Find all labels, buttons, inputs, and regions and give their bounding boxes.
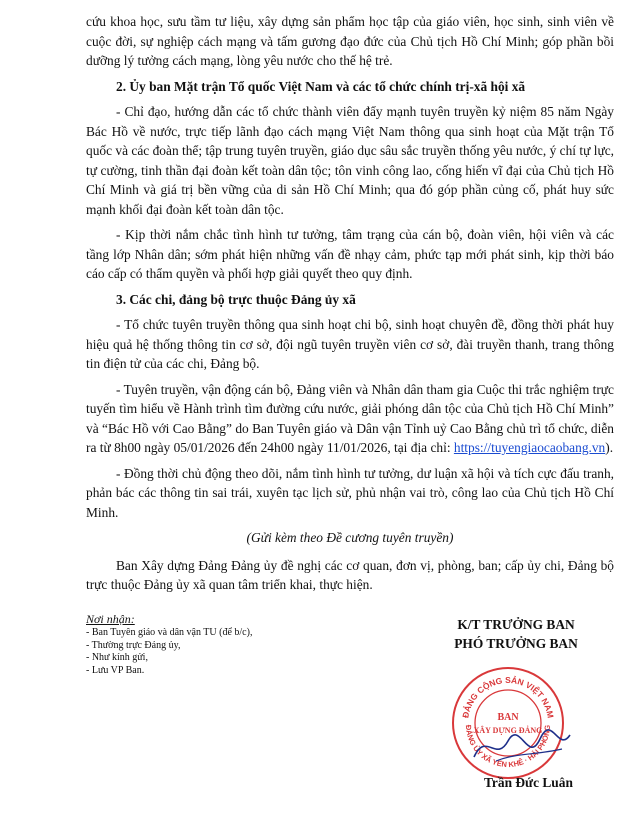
- closing-paragraph: Ban Xây dựng Đảng Đảng ủy đề nghị các cơ quan, đơn vị, phòng, ban; cấp ủy chi, Đảng bộ trực thuộc Đảng ủy xã quan tâm triển khai, thực hiện.: [86, 557, 614, 592]
- seal-center-bottom: XÂY DỰNG ĐẢNG: [473, 725, 543, 735]
- signature-title-2: PHÓ TRƯỞNG BAN: [454, 636, 578, 651]
- paragraph-3b: [86, 380, 614, 458]
- paragraph-3b-text: - Tuyên truyền, vận động cán bộ, Đảng viên và Nhân dân tham gia Cuộc thi trắc nghiệm trực tuyến tìm hiểu về Hành trình tìm đường cứu nước, giải phóng dân tộc của Chủ tịch Hồ Chí Minh” và “Bác Hồ với Cao Bằng” do Ban Tuyên giáo và Dân vận Tỉnh uỷ Cao Bằng chủ trì tổ chức, diễn ra từ 8h00 ngày 05/01/2026 đến 24h00 ngày 11/01/2026, tại địa chỉ:: [86, 381, 614, 455]
- signer-name: Trần Đức Luân: [484, 774, 573, 790]
- recipient-item: - Ban Tuyên giáo và dân vận TU (để b/c),: [86, 627, 253, 638]
- seal-ring-text-bottom: ĐẢNG ỦY XÃ YÊN KHÊ · HẢI PHÒNG: [463, 724, 553, 769]
- recipients-title: Nơi nhận:: [86, 611, 135, 626]
- signature-block: [416, 615, 616, 654]
- recipient-item: - Như kính gửi,: [86, 652, 148, 663]
- paragraph-2a: - Chỉ đạo, hướng dẫn các tổ chức thành viên đẩy mạnh tuyên truyền kỷ niệm 85 năm Ngày Bác Hồ về nước, trực tiếp lãnh đạo cách mạng Việt Nam thông qua sinh hoạt của Mặt trận Tổ quốc và các đoàn thể; tập trung tuyên truyền, giáo dục sâu sắc truyền thống yêu nước, ý chí tự lực, tự cường, tinh thần đại đoàn kết toàn dân tộc; tôn vinh công lao, cống hiến vĩ đại của Chủ tịch Hồ Chí Minh và giá trị bền vững của di sản Hồ Chí Minh; qua đó góp phần củng cố, phát huy sức mạnh khối đại đoàn kết toàn dân tộc.: [86, 104, 614, 217]
- section-heading-3: 3. Các chi, đảng bộ trực thuộc Đảng ủy xã: [116, 291, 356, 307]
- footer-block: [86, 613, 614, 813]
- paragraph-intro: cứu khoa học, sưu tầm tư liệu, xây dựng sản phẩm học tập của giáo viên, học sinh, sinh viên về cuộc đời, sự nghiệp cách mạng và tấm gương đạo đức của Chủ tịch Hồ Chí Minh; góp phần bồi dưỡng lý tưởng cách mạng, lòng yêu nước cho thế hệ trẻ.: [86, 14, 614, 68]
- signature-title-1: K/T TRƯỞNG BAN: [457, 616, 575, 632]
- contest-link[interactable]: https://tuyengiaocaobang.vn: [453, 440, 606, 455]
- seal-ring-text: ĐẢNG CỘNG SẢN VIỆT NAM: [460, 674, 556, 719]
- paragraph-3c: - Đồng thời chủ động theo dõi, nắm tình hình tư tưởng, dư luận xã hội và tích cực đấu tranh, phản bác các thông tin sai trái, xuyên tạc lịch sử, phủ nhận vai trò, công lao của Chủ tịch Hồ Chí Minh.: [86, 465, 614, 520]
- seal-center-top: BAN: [497, 711, 519, 723]
- section-heading-2: 2. Ủy ban Mặt trận Tổ quốc Việt Nam và các tổ chức chính trị-xã hội xã: [116, 78, 526, 94]
- paragraph-3b-end: ).: [605, 440, 614, 455]
- paragraph-3a: - Tổ chức tuyên truyền thông qua sinh hoạt chi bộ, sinh hoạt chuyên đề, đồng thời phát huy hiệu quả hệ thống thông tin cơ sở, đội ngũ tuyên truyền viên cơ sở, đài truyền thanh, trang thông tin điện tử của các chi, Đảng bộ.: [86, 317, 614, 371]
- paragraph-2b: - Kịp thời nắm chắc tình hình tư tưởng, tâm trạng của cán bộ, đoàn viên, hội viên và các tầng lớp Nhân dân; sớm phát hiện những vấn đề nhạy cảm, phức tạp mới phát sinh, kịp thời báo cáo cấp có thẩm quyền và phối hợp giải quyết theo quy định.: [86, 227, 614, 281]
- handwritten-signature-icon: [463, 723, 576, 773]
- recipient-item: - Lưu VP Ban.: [86, 664, 145, 676]
- recipient-item: - Thường trực Đảng ủy,: [86, 639, 181, 651]
- recipients-list: [86, 613, 326, 678]
- attachment-note: (Gửi kèm theo Đề cương tuyên truyền): [246, 530, 454, 545]
